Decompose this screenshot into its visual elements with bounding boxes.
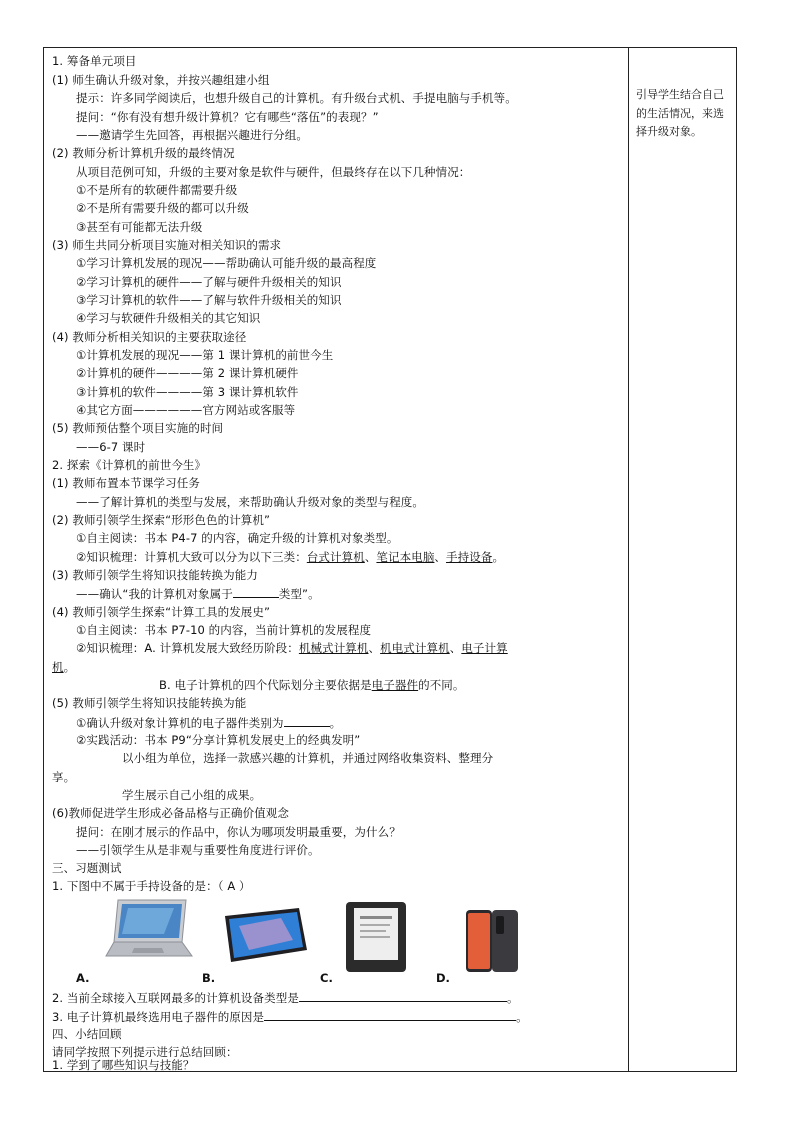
text-line: (2) 教师分析计算机升级的最终情况: [52, 146, 235, 160]
text-fragment: 。: [516, 1010, 528, 1024]
text-line: (2) 教师引领学生探索“形形色色的计算机”: [52, 513, 271, 527]
text-line: ①自主阅读：书本 P7-10 的内容，当前计算机的发展程度: [76, 623, 372, 637]
text-line: ①不是所有的软硬件都需要升级: [76, 183, 238, 197]
text-fragment: 。: [492, 550, 505, 564]
tablet-image: [219, 906, 309, 966]
answer-fill: 机: [52, 660, 64, 674]
text-line: ④其它方面——————官方网站或客服等: [76, 403, 296, 417]
answer-fill: 机电式计算机: [380, 641, 450, 655]
side-note: 引导学生结合自己的生活情况，来选择升级对象。: [636, 88, 724, 138]
text-fragment: ①确认升级对象计算机的电子器件类别为: [76, 716, 284, 730]
text-line: ——引领学生从是非观与重要性角度进行评价。: [76, 843, 320, 857]
text-line: 请同学按照下列提示进行总结回顾：: [52, 1045, 238, 1059]
laptop-image: [104, 898, 194, 966]
answer-fill: 台式计算机: [306, 550, 365, 564]
text-line: (5) 教师预估整个项目实施的时间: [52, 421, 224, 435]
text-line: 提示：许多同学阅读后，也想升级自己的计算机。有升级台式机、手提电脑与手机等。: [76, 91, 517, 105]
text-line: (4) 教师分析相关知识的主要获取途径: [52, 330, 247, 344]
answer-blank: [264, 1008, 516, 1021]
text-fragment: 的不同。: [418, 678, 465, 692]
text-fragment: 、: [364, 550, 377, 564]
lesson-table: [43, 47, 737, 1072]
answer-fill: 笔记本电脑: [376, 550, 435, 564]
section-heading: 四、小结回顾: [52, 1027, 122, 1041]
option-b-label: B.: [202, 971, 216, 985]
text-line: ④学习与软硬件升级相关的其它知识: [76, 311, 261, 325]
text-line: [76, 714, 341, 731]
phone-image: [462, 908, 522, 974]
text-line: [52, 659, 75, 675]
text-line: (1) 师生确认升级对象，并按兴趣组建小组: [52, 73, 270, 87]
answer-blank: [299, 989, 507, 1002]
text-line: ①学习计算机发展的现况——帮助确认可能升级的最高程度: [76, 256, 377, 270]
text-line: ——6-7 课时: [76, 440, 146, 454]
text-fragment: 。: [63, 660, 76, 674]
answer-fill: 电子计算: [461, 641, 508, 655]
text-line: ①自主阅读：书本 P4-7 的内容，确定升级的计算机对象类型。: [76, 531, 399, 545]
text-line: [159, 677, 465, 693]
ereader-image: [342, 900, 412, 974]
text-line: ——了解计算机的类型与发展，来帮助确认升级对象的类型与程度。: [76, 495, 424, 509]
text-line: 提问：在刚才展示的作品中，你认为哪项发明最重要，为什么？: [76, 825, 401, 839]
text-fragment: 2. 当前全球接入互联网最多的计算机设备类型是: [52, 991, 299, 1005]
text-line: (1) 教师布置本节课学习任务: [52, 476, 200, 490]
text-fragment: ——确认“我的计算机对象属于: [76, 587, 233, 601]
text-line: ②学习计算机的硬件——了解与硬件升级相关的知识: [76, 275, 342, 289]
text-line: ③学习计算机的软件——了解与软件升级相关的知识: [76, 293, 342, 307]
question-line: [52, 1008, 528, 1025]
section-heading: 三、习题测试: [52, 861, 122, 875]
text-line: (4) 教师引领学生探索“计算工具的发展史”: [52, 605, 271, 619]
text-line: 以小组为单位，选择一款感兴趣的计算机，并通过网络收集资料、整理分: [122, 751, 494, 765]
option-a-label: A.: [76, 971, 90, 985]
text-line: ②实践活动：书本 P9“分享计算机发展史上的经典发明”: [76, 733, 361, 747]
answer-fill: 机械式计算机: [298, 641, 369, 655]
text-line: 从项目范例可知，升级的主要对象是软件与硬件，但最终存在以下几种情况：: [76, 165, 471, 179]
text-fragment: 3. 电子计算机最终选用电子器件的原因是: [52, 1010, 265, 1024]
text-line: (3) 师生共同分析项目实施对相关知识的需求: [52, 238, 282, 252]
text-line: ①计算机发展的现况——第 1 课计算机的前世今生: [76, 348, 334, 362]
answer-fill: 电子器件: [371, 678, 419, 692]
option-d-label: D.: [436, 971, 450, 985]
text-line: [76, 585, 320, 602]
column-divider: [628, 48, 629, 1071]
text-line: (5) 教师引领学生将知识技能转换为能: [52, 696, 247, 710]
question-line: 1. 下图中不属于手持设备的是：（ A ）: [52, 879, 251, 893]
text-fragment: 、: [434, 550, 447, 564]
text-fragment: ②知识梳理：计算机大致可以分为以下三类：: [76, 550, 307, 564]
text-line: ②不是所有需要升级的都可以升级: [76, 201, 249, 215]
text-line: 提问：“你有没有想升级计算机？它有哪些“落伍”的表现？”: [76, 110, 379, 124]
answer-fill: 手持设备: [446, 550, 493, 564]
text-line: 享。: [52, 770, 76, 784]
text-fragment: ②知识梳理：A. 计算机发展大致经历阶段：: [76, 641, 299, 655]
answer-blank: [284, 714, 330, 727]
text-line: (6)教师促进学生形成必备品格与正确价值观念: [52, 806, 289, 820]
text-line: ③甚至有可能都无法升级: [76, 220, 203, 234]
text-fragment: 。: [329, 716, 342, 730]
text-line: ②计算机的硬件————第 2 课计算机硬件: [76, 366, 299, 380]
text-fragment: 类型”。: [278, 587, 320, 601]
text-line: ——邀请学生先回答，再根据兴趣进行分组。: [76, 128, 308, 142]
text-line: [76, 549, 504, 565]
text-fragment: B. 电子计算机的四个代际划分主要依据是: [159, 678, 372, 692]
text-fragment: 、: [368, 641, 381, 655]
text-line: 学生展示自己小组的成果。: [122, 788, 262, 802]
text-fragment: 。: [506, 991, 519, 1005]
option-c-label: C.: [320, 971, 333, 985]
text-fragment: 、: [449, 641, 462, 655]
section-heading: 2. 探索《计算机的前世今生》: [52, 458, 207, 472]
text-line: (3) 教师引领学生将知识技能转换为能力: [52, 568, 258, 582]
text-line: [76, 640, 508, 656]
answer-blank: [233, 585, 279, 598]
text-line: ③计算机的软件————第 3 课计算机软件: [76, 385, 299, 399]
question-line: 1. 学到了哪些知识与技能？: [52, 1058, 195, 1072]
section-heading: 1. 筹备单元项目: [52, 54, 137, 68]
question-line: [52, 989, 519, 1006]
